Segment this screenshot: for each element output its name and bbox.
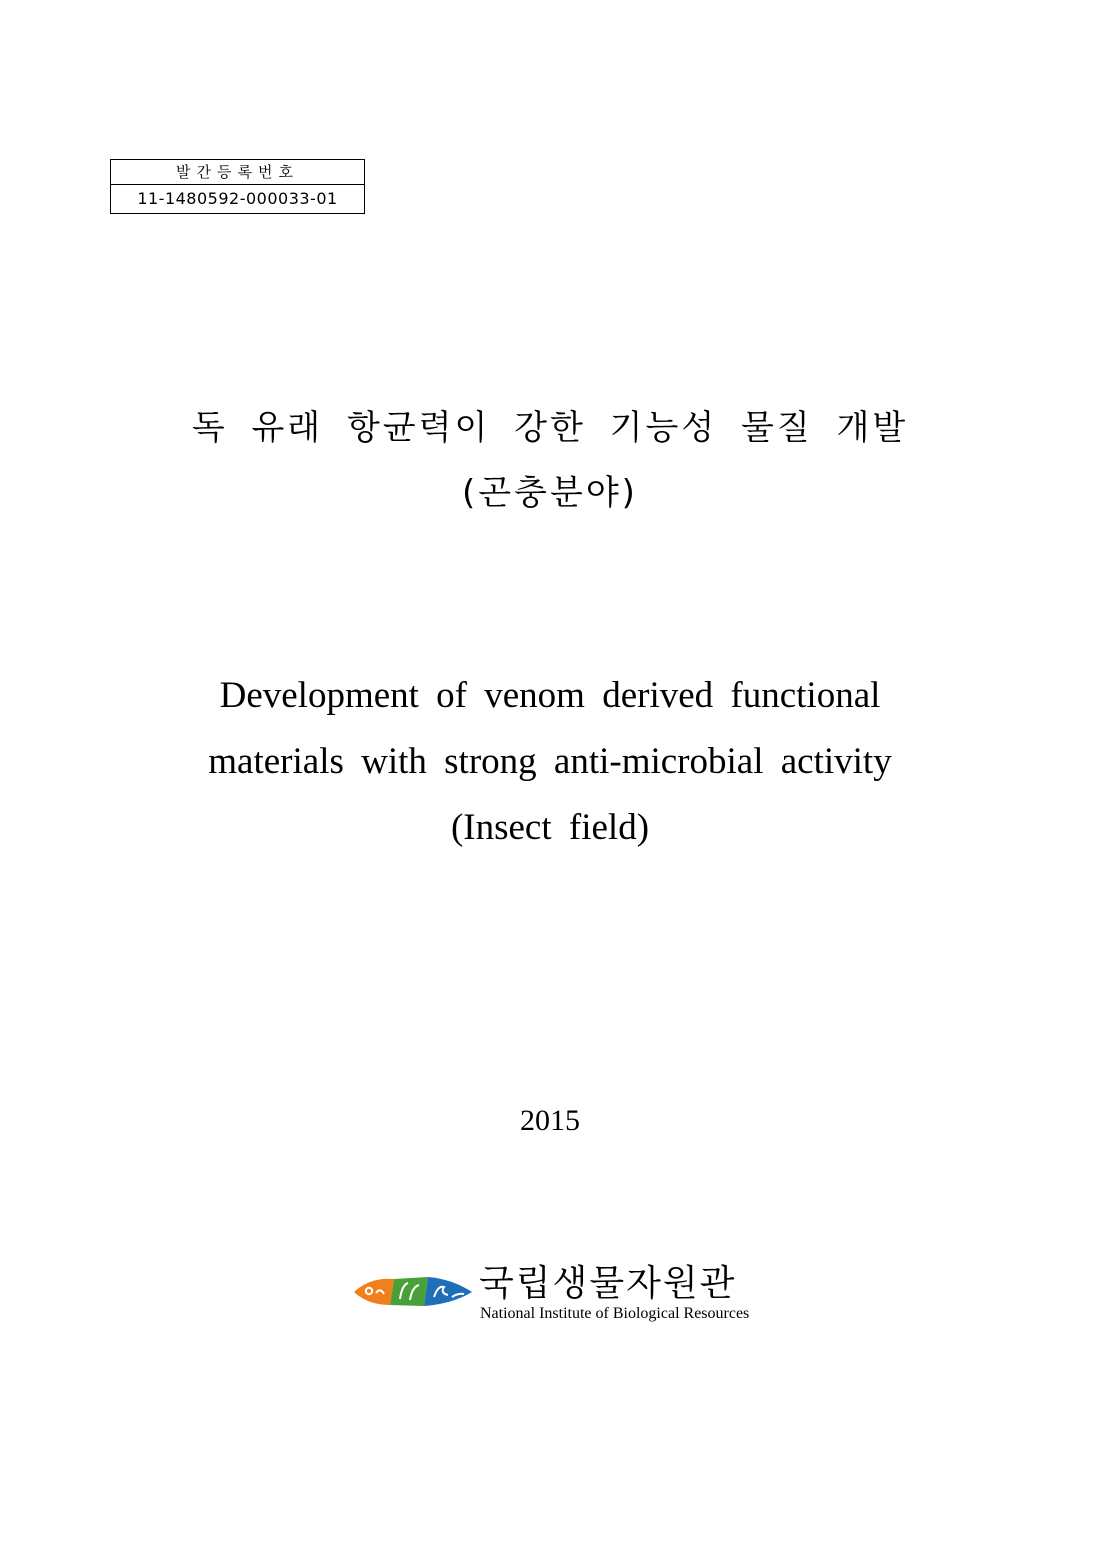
publisher-logo [352, 1255, 772, 1335]
korean-title-line-2: (곤충분야) [462, 473, 638, 513]
english-title-line-2: materials with strong anti-microbial activity [208, 741, 892, 782]
registration-number-box [110, 159, 365, 214]
registration-label: 발간등록번호 [111, 160, 364, 185]
english-title-line-3: (Insect field) [450, 807, 650, 848]
korean-title-line-1: 독 유래 항균력이 강한 기능성 물질 개발 [191, 408, 909, 448]
english-title-line-1: Development of venom derived functional [219, 675, 881, 716]
registration-number: 11-1480592-000033-01 [137, 189, 338, 208]
publisher-name-english: National Institute of Biological Resources [480, 1305, 750, 1322]
nibr-logo-icon [352, 1273, 474, 1309]
publication-year: 2015 [520, 1104, 580, 1137]
publisher-name-korean: 국립생물자원관 [479, 1263, 737, 1304]
